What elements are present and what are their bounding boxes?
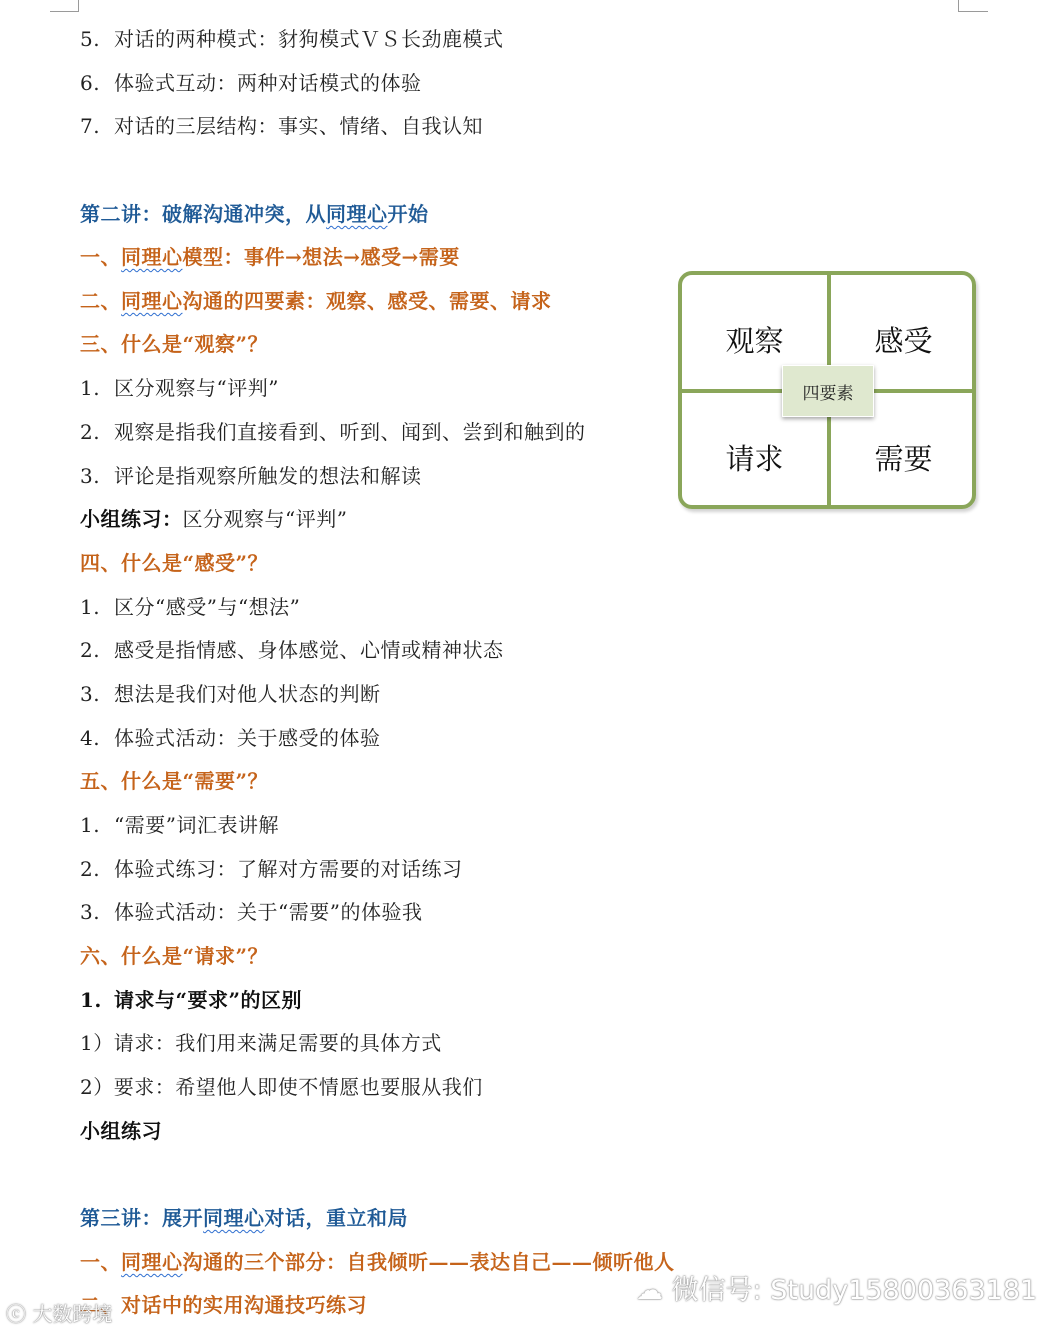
list-item: 1）请求：我们用来满足需要的具体方式	[80, 1031, 442, 1055]
diagram-cell-observe: 观察	[725, 324, 784, 358]
four-elements-diagram	[678, 271, 976, 509]
lecture-heading: 第三讲：展开同理心对话，重立和局	[80, 1206, 408, 1230]
list-item: 2. 感受是指情感、身体感觉、心情或精神状态	[80, 638, 504, 662]
crop-mark-left-h	[50, 11, 79, 12]
list-item: 2. 体验式练习：了解对方需要的对话练习	[80, 857, 463, 881]
section-heading: 六、什么是“请求”？	[80, 944, 269, 968]
diagram-center-label: 四要素	[782, 365, 874, 417]
crop-mark-right-h	[958, 11, 988, 12]
list-item: 4. 体验式活动：关于感受的体验	[80, 726, 381, 750]
list-item: 1. “需要”词汇表讲解	[80, 813, 279, 837]
section-heading: 五、什么是“需要”？	[80, 769, 269, 793]
list-item: 1. 区分观察与“评判”	[80, 376, 279, 400]
group-exercise: 小组练习：区分观察与“评判”	[80, 507, 348, 531]
section-heading: 三、什么是“观察”？	[80, 332, 269, 356]
section-heading: 二、对话中的实用沟通技巧练习	[80, 1293, 367, 1317]
diagram-cell-request: 请求	[725, 442, 784, 476]
list-item: 2）要求：希望他人即使不情愿也要服从我们	[80, 1075, 483, 1099]
watermark-right: ☁ 微信号: Study15800363181	[636, 1275, 1038, 1306]
watermark-left: ⓒ 大数跨境	[6, 1302, 113, 1326]
section-heading: 一、同理心模型：事件→想法→感受→需要	[80, 245, 460, 269]
section-heading: 四、什么是“感受”？	[80, 551, 269, 575]
wechat-icon: ☁	[636, 1275, 663, 1306]
lecture-heading: 第二讲：破解沟通冲突，从同理心开始	[80, 202, 429, 226]
watermark-logo-icon: ⓒ	[6, 1302, 26, 1326]
section-heading: 一、同理心沟通的三个部分：自我倾听——表达自己——倾听他人	[80, 1250, 675, 1274]
list-item: 3. 体验式活动：关于“需要”的体验我	[80, 900, 423, 924]
list-item: 3. 评论是指观察所触发的想法和解读	[80, 464, 422, 488]
list-item: 3. 想法是我们对他人状态的判断	[80, 682, 381, 706]
section-heading: 二、同理心沟通的四要素：观察、感受、需要、请求	[80, 289, 552, 313]
list-item: 1. 区分“感受”与“想法”	[80, 595, 301, 619]
list-item: 7. 对话的三层结构：事实、情绪、自我认知	[80, 114, 483, 138]
list-item: 1. 请求与“要求”的区别	[80, 988, 303, 1012]
diagram-cell-need: 需要	[874, 442, 933, 476]
group-exercise: 小组练习	[80, 1119, 162, 1143]
list-item: 6. 体验式互动：两种对话模式的体验	[80, 71, 422, 95]
list-item: 2. 观察是指我们直接看到、听到、闻到、尝到和触到的	[80, 420, 586, 444]
diagram-cell-feel: 感受	[874, 324, 933, 358]
list-item: 5. 对话的两种模式：豺狗模式ＶＳ长劲鹿模式	[80, 27, 504, 51]
